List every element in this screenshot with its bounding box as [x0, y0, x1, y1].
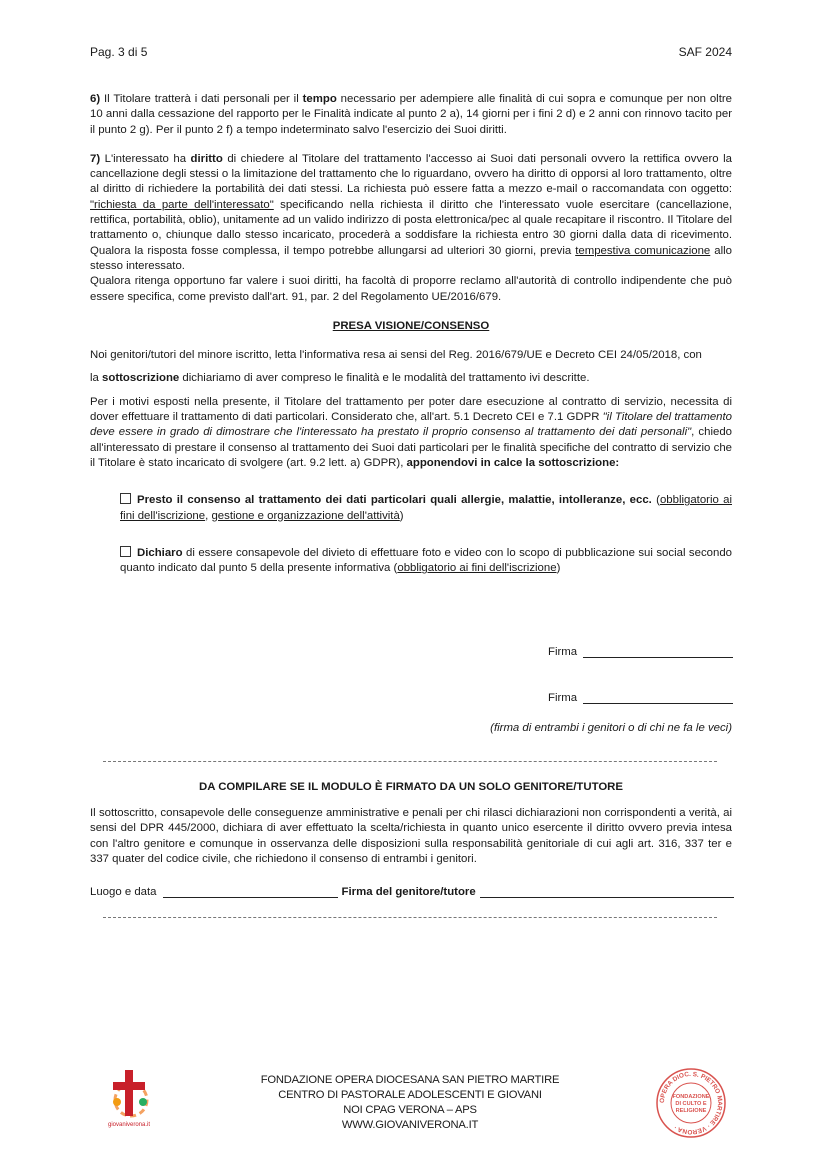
consent-title-text: PRESA VISIONE/CONSENSO [332, 319, 490, 332]
footer [230, 1073, 590, 1133]
text: L'interessato ha [100, 152, 191, 165]
text: la [90, 372, 103, 385]
foundation-stamp [655, 1067, 727, 1139]
signature-field-2 [548, 691, 733, 704]
footer-line-2: CENTRO DI PASTORALE ADOLESCENTI E GIOVANI [278, 1089, 542, 1101]
footer-line-1: FONDAZIONE OPERA DIOCESANA SAN PIETRO MARTIRE [260, 1074, 560, 1086]
underlined-text: "richiesta da parte dell'interessato" [90, 198, 274, 211]
bold-text: diritto [190, 152, 223, 165]
page-number: Pag. 3 di 5 [90, 45, 148, 59]
text: specificando nella richiesta il diritto che l'interessato vuole esercitare (cancellazione, rettifica, portabilità, oblio), unitamente ad un valido indirizzo di posta elettronica/pec al quale recapitare il riscontro. Il Titolare del trattamento o, chiunque dallo stesso incaricato, procederà a soddisfare la richiesta entro 30 giorni dalla data di ricevimento. Qualora la risposta fosse complessa, il tempo potrebbe allungarsi ad ulteriori 30 giorni, previa [90, 198, 733, 257]
bold-text: apponendovi in calce la sottoscrizione: [406, 456, 620, 469]
bold-text: Dichiaro [137, 546, 183, 559]
single-parent-text: Il sottoscritto, consapevole delle conseguenze amministrative e penali per chi rilasci dichiarazioni non corrispondenti a verità, ai sensi del DPR 445/2000, dichiara di aver effettuato la scelta/richiesta in quanto unico esercente il diritto ovvero previa intesa con l'altro genitore e comunque in osservanza delle disposizioni sulla responsabilità genitoriale di cui agli art. 316, 337 ter e 337 quater del codice civile, che richiedono il consenso di entrambi i genitori. [90, 807, 732, 865]
signature-note: (firma di entrambi i genitori o di chi ne fa le veci) [490, 722, 732, 734]
underlined-text: obbligatorio ai fini dell'iscrizione [397, 562, 557, 575]
footer-website: WWW.GIOVANIVERONA.IT [341, 1119, 479, 1131]
place-date-label: Luogo e data [90, 886, 157, 898]
section-number: 6) [90, 93, 101, 105]
parent-signature-line[interactable] [480, 885, 734, 898]
text: allo stesso interessato. [90, 244, 732, 272]
giovani-verona-logo [103, 1066, 155, 1128]
document-code: SAF 2024 [678, 45, 732, 59]
section-7 [90, 152, 732, 274]
dashed-separator [103, 761, 717, 762]
single-parent-title: DA COMPILARE SE IL MODULO È FIRMATO DA UN SOLO GENITORE/TUTORE [199, 781, 623, 793]
text: , chiedo all'interessato di prestare il consenso al trattamento dei Suoi dati particolari per le finalità specifiche del contratto di servizio che il Titolare è stato incaricato di svolgere (art. 9.2 lett. a) GDPR), [90, 426, 732, 469]
consent-checkbox-row-2 [120, 546, 732, 577]
text: ( [651, 494, 660, 507]
signature-label: Firma [548, 646, 578, 658]
text: ) [556, 562, 561, 575]
text: Il Titolare tratterà i dati personali per il [100, 93, 303, 105]
document-body [90, 92, 732, 576]
signature-field-1 [548, 645, 733, 658]
signature-label: Firma [548, 692, 578, 704]
text: necessario per adempiere alle finalità di cui sopra e comunque per non oltre 10 anni dalla cessazione del rapporto per le Finalità indicate al punto 2 a), 14 giorni per i fini 2 d) e 2 anni con rinnovo tacito per il punto 2 g). Per il punto 2 f) a tempo indeterminato salvo l'esercizio dei Suoi diritti. [90, 93, 732, 136]
stamp-center-line: RELIGIONE [675, 1108, 707, 1114]
underlined-text: obbligatorio ai fini dell'iscrizione [120, 494, 732, 522]
bold-text: tempo [302, 93, 337, 105]
consent-title [90, 319, 732, 334]
text: Per i motivi esposti nella presente, il Titolare del trattamento per poter dare esecuzione al contratto di servizio, necessita di dover effettuare il trattamento di dati particolari. Considerato che, all'art. 5.1 Decreto CEI e 7.1 GDPR [90, 395, 732, 424]
section-6 [90, 92, 732, 138]
place-date-row [90, 885, 734, 898]
underlined-text: gestione e organizzazione dell'attività [211, 509, 400, 522]
signature-line[interactable] [583, 691, 733, 704]
photo-declaration-checkbox[interactable] [120, 546, 131, 557]
consent-checkbox-row-1 [120, 493, 732, 524]
text: ) [399, 509, 404, 522]
consent-subscription [90, 371, 732, 386]
place-date-line[interactable] [163, 885, 338, 898]
section-7-complaint: Qualora ritenga opportuno far valere i suoi diritti, ha facoltà di proporre reclamo all'autorità di controllo indipendente che può essere specifica, come previsto dall'art. 91, par. 2 del Regolamento UE/2016/679. [90, 275, 732, 303]
dashed-separator [103, 917, 717, 918]
text: di chiedere al Titolare del trattamento l'accesso ai Suoi dati personali ovvero la rettifica ovvero la cancellazione degli stessi o la limitazione del trattamento che lo riguardano, ovvero ha diritto di opporsi al loro trattamento, oltre al diritto di richiedere la portabilità dei dati stessi. La richiesta può essere fatta a mezzo e-mail o raccomandata con oggetto: [90, 152, 732, 196]
footer-line-3: NOI CPAG VERONA – APS [343, 1104, 477, 1116]
text: di essere consapevole del divieto di effettuare foto e video con lo scopo di pubblicazione sui social secondo quanto indicato dal punto 5 della presente informativa ( [120, 546, 732, 575]
signature-line[interactable] [583, 645, 733, 658]
italic-quote: "il Titolare del trattamento deve essere in grado di dimostrare che l'interessato ha prestato il proprio consenso al trattamento dei dati personali" [90, 411, 733, 439]
stamp-ring-text: OPERA DIOC. S. PIETRO MARTIRE · VERONA · [658, 1070, 724, 1136]
bold-text: sottoscrizione [102, 372, 180, 385]
section-number: 7) [90, 152, 101, 165]
underlined-text: tempestiva comunicazione [575, 244, 711, 257]
stamp-center-line: FONDAZIONE [672, 1094, 710, 1100]
consent-reasons [90, 395, 732, 471]
bold-text: Presto il consenso al trattamento dei dati particolari quali allergie, malattie, intolleranze, ecc. [137, 494, 652, 507]
text: , [205, 509, 212, 522]
consent-intro: Noi genitori/tutori del minore iscritto, letta l'informativa resa ai sensi del Reg. 2016/679/UE e Decreto CEI 24/05/2018, con [90, 349, 702, 362]
consent-checkbox[interactable] [120, 493, 131, 504]
stamp-center-line: DI CULTO E [675, 1101, 707, 1107]
cross-icon [125, 1070, 133, 1116]
logo-caption: giovaniverona.it [107, 1122, 151, 1128]
parent-signature-label: Firma del genitore/tutore [341, 886, 476, 898]
text: dichiariamo di aver compreso le finalità e le modalità del trattamento ivi descritte. [179, 372, 590, 385]
